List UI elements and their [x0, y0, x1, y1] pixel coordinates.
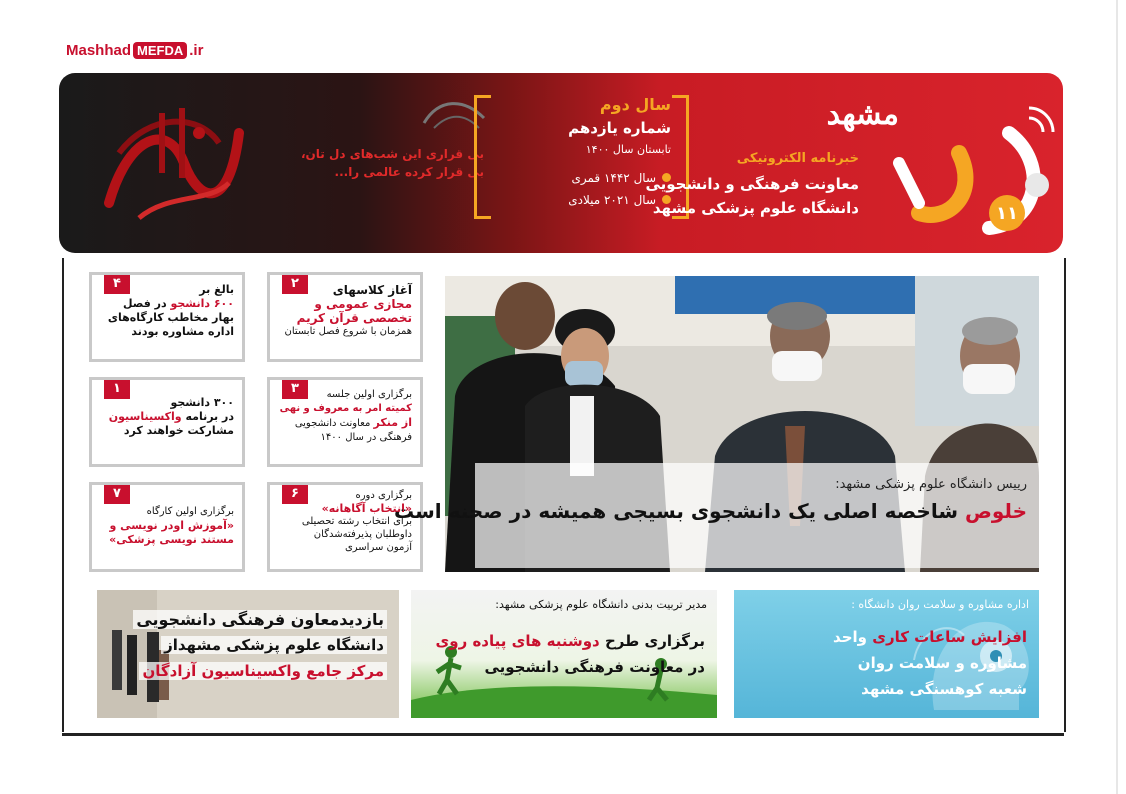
muharram-calligraphy-icon: [89, 93, 259, 233]
card-line: [274, 416, 412, 431]
magazine-city: مشهد: [826, 97, 899, 132]
tile-line: [436, 632, 705, 650]
news-card-4[interactable]: [89, 272, 245, 362]
card-number: ۱: [104, 377, 130, 399]
card-text: [96, 505, 234, 547]
card-highlight: مستند نویسی پزشکی»: [109, 533, 234, 546]
card-line: مشارکت خواهند کرد: [123, 424, 234, 437]
slogan-line-1: بی قراری این شب‌های دل تان،: [300, 147, 484, 161]
site-logo-text: Mashhad: [66, 41, 132, 59]
issue-year: سال دوم: [599, 95, 671, 114]
card-line: برگزاری دوره: [355, 490, 412, 501]
card-highlight: تخصصی قرآن کریم: [296, 311, 412, 325]
card-text: [274, 489, 412, 554]
card-line: همزمان با شروع فصل تابستان: [284, 326, 412, 337]
main-story-super: رییس دانشگاه علوم پزشکی مشهد:: [835, 477, 1027, 492]
headline-rest: شاخصه اصلی یک دانشجوی بسیجی همیشه در صحنه است: [393, 499, 965, 523]
card-line-part: معاونت دانشجویی: [294, 418, 374, 429]
tile-line: در معاونت فرهنگی دانشجویی: [484, 658, 705, 676]
card-text: [274, 388, 412, 445]
page-edge: [1116, 0, 1118, 794]
card-line: برای انتخاب رشته تحصیلی: [301, 516, 412, 527]
site-logo-badge: MEFDA: [133, 42, 187, 59]
card-text: [96, 283, 234, 339]
card-number: ۴: [104, 272, 130, 294]
department-line-2: دانشگاه علوم پزشکی مشهد: [652, 199, 859, 217]
card-highlight: «آموزش اودر نویسی و: [109, 519, 234, 532]
card-text: [96, 396, 234, 438]
issue-number-badge: ۱۱: [989, 195, 1025, 231]
news-card-3[interactable]: [267, 377, 423, 467]
banner-slogan: [269, 145, 484, 181]
issue-info: [474, 95, 689, 215]
card-line: [96, 297, 234, 311]
card-line-part: در برنامه: [181, 410, 234, 423]
card-line: اداره مشاوره بودند: [131, 325, 234, 338]
header-banner: [59, 73, 1063, 253]
card-number: ۶: [282, 482, 308, 504]
tile-vaccination-visit[interactable]: [97, 590, 399, 718]
headline-highlight: خلوص: [964, 499, 1027, 523]
card-line: برگزاری اولین کارگاه: [146, 506, 234, 517]
card-highlight: مجازی عمومی و: [314, 297, 412, 311]
card-line: برگزاری اولین جلسه: [326, 389, 412, 400]
tile-line-highlight: افزایش ساعات کاری: [872, 628, 1027, 646]
tile-super: مدیر تربیت بدنی دانشگاه علوم پزشکی مشهد:: [495, 598, 707, 611]
department-line-1: معاونت فرهنگی و دانشجویی: [645, 175, 859, 193]
card-line: آغاز کلاسهای: [332, 283, 412, 297]
tile-line: بازدیدمعاون فرهنگی دانشجویی: [133, 610, 387, 629]
issue-bracket-left: [474, 95, 491, 219]
issue-number: شماره یازدهم: [568, 119, 671, 137]
magazine-subtitle: خبرنامه الکترونیکی: [736, 151, 859, 166]
tile-line: دانشگاه علوم پزشکی مشهداز: [161, 636, 387, 654]
news-card-6[interactable]: [267, 482, 423, 572]
tile-line: شعبه کوهسنگی مشهد: [861, 680, 1027, 698]
card-line: بالغ بر: [199, 283, 234, 296]
card-number: ۷: [104, 482, 130, 504]
site-logo[interactable]: [66, 40, 203, 60]
main-story-caption[interactable]: [393, 463, 1039, 568]
card-line: آزمون سراسری: [344, 542, 412, 553]
card-line: ۳۰۰ دانشجو: [170, 396, 234, 409]
news-card-2[interactable]: [267, 272, 423, 362]
slogan-line-2: بی قرار کرده عالمی را...: [334, 165, 484, 179]
card-highlight: از منکر: [373, 416, 412, 429]
site-logo-suffix: .ir: [189, 41, 204, 59]
card-line-part: در فصل: [122, 297, 171, 310]
card-number: ۳: [282, 377, 308, 399]
issue-hijri-text: سال ۱۴۴۲ قمری: [571, 171, 656, 185]
issue-season: تابستان سال ۱۴۰۰: [585, 143, 671, 156]
card-line: [96, 410, 234, 424]
card-highlight: ۶۰۰ دانشجو: [170, 297, 234, 310]
card-number: ۲: [282, 272, 308, 294]
news-card-1[interactable]: [89, 377, 245, 467]
mefda-logo-icon: [859, 93, 1059, 243]
tile-line: [833, 628, 1027, 646]
card-highlight: واکسیناسیون: [108, 410, 182, 423]
tile-line: مشاوره و سلامت روان: [857, 654, 1027, 672]
tile-line-highlight: دوشنبه های پیاده روی: [435, 632, 600, 650]
card-line: داوطلبان پذیرفته‌شدگان: [313, 529, 412, 540]
card-line: فرهنگی در سال ۱۴۰۰: [320, 432, 412, 443]
news-card-7[interactable]: [89, 482, 245, 572]
tile-line-part: واحد: [833, 628, 873, 646]
card-text: [274, 283, 412, 339]
card-highlight: کمیته امر به معروف و نهی: [279, 403, 412, 414]
main-story-headline: [394, 499, 1027, 523]
tile-line-highlight: مرکز جامع واکسیناسیون آزادگان: [139, 662, 387, 680]
card-highlight: «انتخاب آگاهانه»: [321, 502, 412, 515]
tile-line-part: برگزاری طرح: [599, 632, 705, 650]
issue-gregorian-text: سال ۲۰۲۱ میلادی: [568, 193, 656, 207]
tile-walking-program[interactable]: [411, 590, 717, 718]
card-line: بهار مخاطب کارگاه‌های: [107, 311, 234, 324]
content-frame-bottom: [62, 733, 1064, 736]
tile-counseling-hours[interactable]: [734, 590, 1039, 718]
tile-super: اداره مشاوره و سلامت روان دانشگاه :: [851, 598, 1029, 611]
